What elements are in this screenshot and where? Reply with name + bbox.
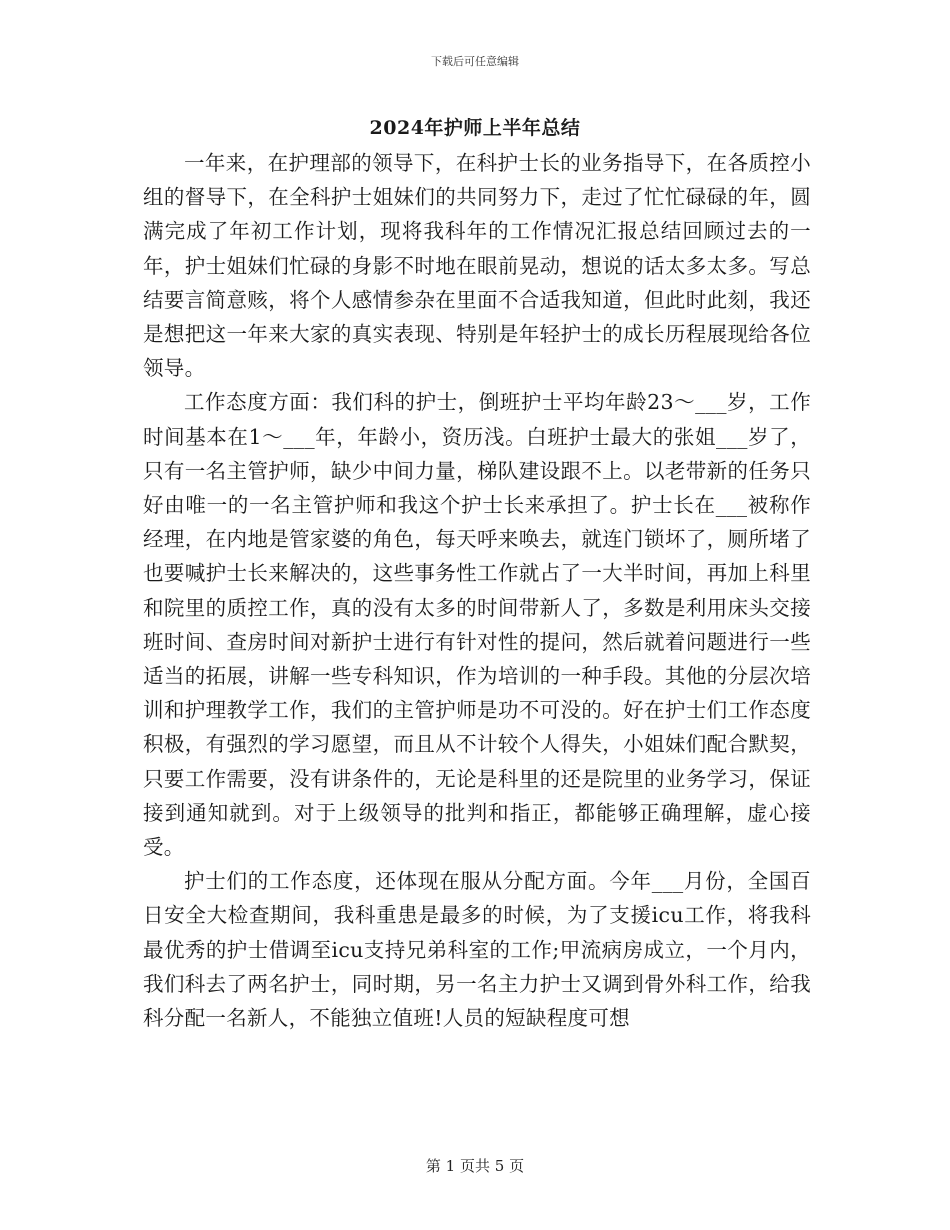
page-header-note: 下载后可任意编辑 [431,55,519,68]
page-number: 第 1 页共 5 页 [425,1157,525,1175]
paragraph-3: 护士们的工作态度，还体现在服从分配方面。今年___月份，全国百日安全大检查期间，我科重患是最多的时候，为了支援icu工作，将我科最优秀的护士借调至icu支持兄弟科室的工作;甲流病房成立，一个月内，我们科去了两名护士，同时期，另一名主力护士又调到骨外科工作，给我科分配一名新人，不能独立值班!人员的短缺程度可想 [143,869,811,1031]
paragraph-1: 一年来，在护理部的领导下，在科护士长的业务指导下，在各质控小组的督导下，在全科护士姐妹们的共同努力下，走过了忙忙碌碌的年，圆满完成了年初工作计划，现将我科年的工作情况汇报总结回顾过去的一年，护士姐妹们忙碌的身影不时地在眼前晃动，想说的话太多太多。写总结要言简意赅，将个人感情参杂在里面不合适我知道，但此时此刻，我还是想把这一年来大家的真实表现、特别是年轻护士的成长历程展现给各位领导。 [143,151,811,381]
paragraph-2: 工作态度方面：我们科的护士，倒班护士平均年龄23～___岁，工作时间基本在1～___年，年龄小，资历浅。白班护士最大的张姐___岁了，只有一名主管护师，缺少中间力量，梯队建设跟不上。以老带新的任务只好由唯一的一名主管护师和我这个护士长来承担了。护士长在___被称作经理，在内地是管家婆的角色，每天呼来唤去，就连门锁坏了，厕所堵了也要喊护士长来解决的，这些事务性工作就占了一大半时间，再加上科里和院里的质控工作，真的没有太多的时间带新人了，多数是利用床头交接班时间、查房时间对新护士进行有针对性的提问，然后就着问题进行一些适当的拓展，讲解一些专科知识，作为培训的一种手段。其他的分层次培训和护理教学工作，我们的主管护师是功不可没的。好在护士们工作态度积极，有强烈的学习愿望，而且从不计较个人得失，小姐妹们配合默契，只要工作需要，没有讲条件的，无论是科里的还是院里的业务学习，保证接到通知就到。对于上级领导的批判和指正，都能够正确理解，虚心接受。 [143,390,811,860]
document-body [143,146,811,1035]
document-title: 2024年护师上半年总结 [369,117,581,139]
